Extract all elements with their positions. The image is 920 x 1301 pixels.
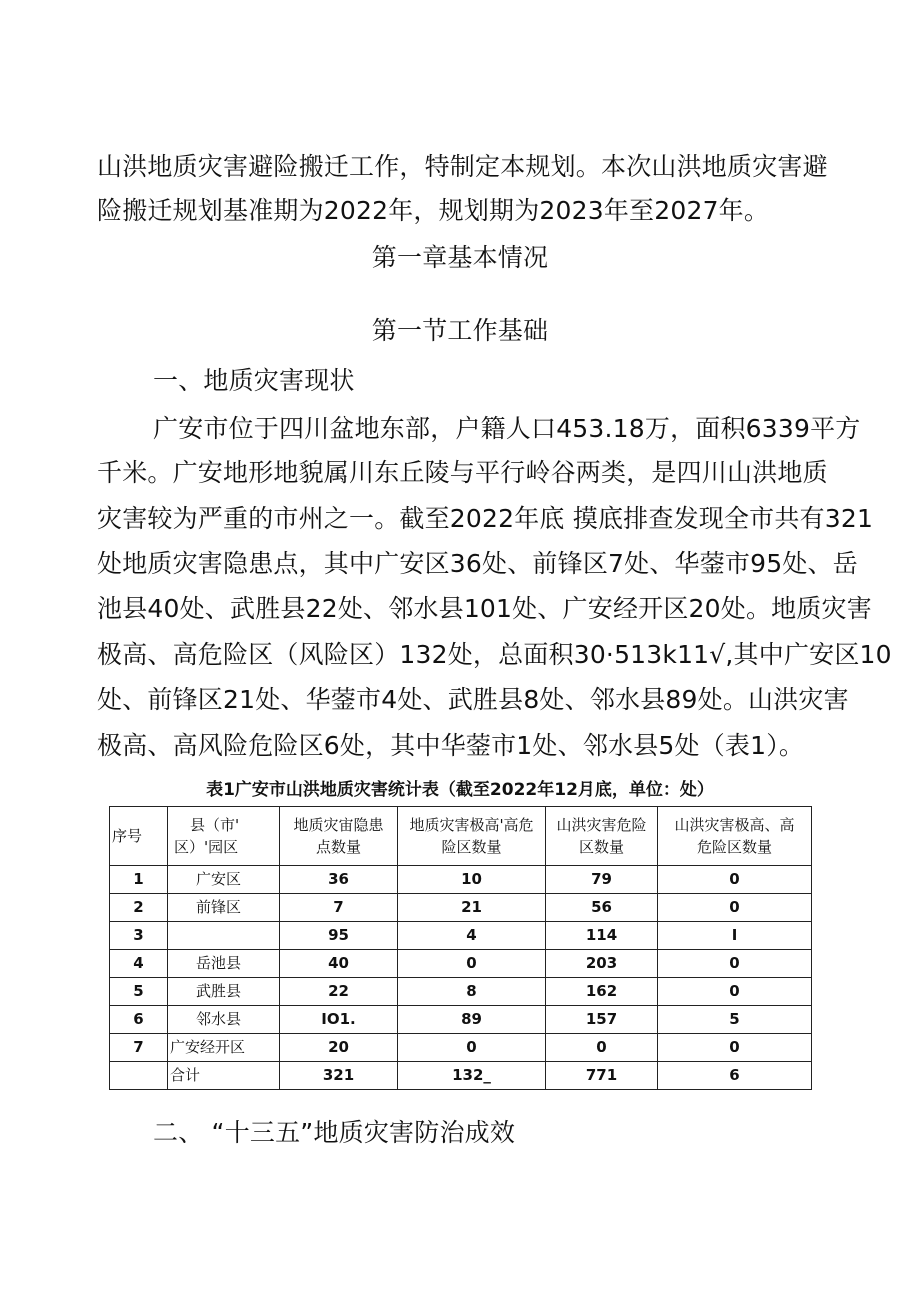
row-flood-high-risk-areas: 0 <box>658 1034 812 1062</box>
row-flood-risk-areas: 0 <box>546 1034 658 1062</box>
row-flood-risk-areas: 162 <box>546 978 658 1006</box>
body-line-4: 处地质灾害隐患点，其中广安区36处、前锋区7处、华蓥市95处、岳 <box>97 549 858 578</box>
header-geo-hazard-points: 地质灾宙隐患 点数量 <box>280 807 398 866</box>
total-label: 合计 <box>168 1062 280 1090</box>
hazard-statistics-table <box>109 806 812 1090</box>
row-geo-hazard-points: 20 <box>280 1034 398 1062</box>
row-geo-high-risk-areas: 10 <box>398 866 546 894</box>
row-geo-high-risk-areas: 0 <box>398 1034 546 1062</box>
row-flood-high-risk-areas: 0 <box>658 866 812 894</box>
row-index: 4 <box>110 950 168 978</box>
row-region: 邻水县 <box>168 1006 280 1034</box>
row-flood-risk-areas: 203 <box>546 950 658 978</box>
body-line-6: 极高、高危险区（风险区）132处，总面积30·513k11√,其中广安区10 <box>97 640 892 669</box>
total-geo-high-risk-areas: 132_ <box>398 1062 546 1090</box>
row-flood-risk-areas: 56 <box>546 894 658 922</box>
row-index: 1 <box>110 866 168 894</box>
total-flood-risk-areas: 771 <box>546 1062 658 1090</box>
row-flood-risk-areas: 114 <box>546 922 658 950</box>
row-geo-hazard-points: IO1. <box>280 1006 398 1034</box>
row-region: 武胜县 <box>168 978 280 1006</box>
body-line-8: 极高、高风险危险区6处，其中华蓥市1处、邻水县5处（表1）。 <box>97 731 805 760</box>
total-flood-high-risk-areas: 6 <box>658 1062 812 1090</box>
heading-geological-status: 一、地质灾害现状 <box>153 366 355 395</box>
row-geo-high-risk-areas: 21 <box>398 894 546 922</box>
table-row <box>110 894 812 922</box>
row-region: 广安经开区 <box>168 1034 280 1062</box>
row-region: 前锋区 <box>168 894 280 922</box>
row-region <box>168 922 280 950</box>
row-index: 7 <box>110 1034 168 1062</box>
body-line-7: 处、前锋区21处、华蓥市4处、武胜县8处、邻水县89处。山洪灾害 <box>97 685 849 714</box>
body-line-5: 池县40处、武胜县22处、邻水县101处、广安经开区20处。地质灾害 <box>97 594 872 623</box>
row-geo-hazard-points: 7 <box>280 894 398 922</box>
row-flood-risk-areas: 79 <box>546 866 658 894</box>
row-region: 广安区 <box>168 866 280 894</box>
table-row <box>110 1006 812 1034</box>
header-region: 县（市' 区）'园区 <box>168 807 280 866</box>
row-flood-high-risk-areas: I <box>658 922 812 950</box>
row-flood-high-risk-areas: 0 <box>658 950 812 978</box>
row-flood-high-risk-areas: 0 <box>658 978 812 1006</box>
chapter-title: 第一章基本情况 <box>371 243 549 272</box>
table-row <box>110 950 812 978</box>
row-geo-hazard-points: 36 <box>280 866 398 894</box>
body-line-1: 广安市位于四川盆地东部，户籍人口453.18万，面积6339平方 <box>153 414 861 443</box>
table-row <box>110 978 812 1006</box>
intro-paragraph-line-2: 险搬迁规划基准期为2022年，规划期为2023年至2027年。 <box>97 196 770 225</box>
header-geo-high-risk-areas: 地质灾害极高'高危 险区数量 <box>398 807 546 866</box>
total-geo-hazard-points: 321 <box>280 1062 398 1090</box>
intro-paragraph-line-1: 山洪地质灾害避险搬迁工作，特制定本规划。本次山洪地质灾害避 <box>97 152 828 181</box>
body-line-3: 灾害较为严重的市州之一。截至2022年底 摸底排查发现全市共有321 <box>97 504 874 533</box>
table-row <box>110 922 812 950</box>
row-geo-hazard-points: 22 <box>280 978 398 1006</box>
row-geo-hazard-points: 40 <box>280 950 398 978</box>
row-flood-high-risk-areas: 0 <box>658 894 812 922</box>
row-geo-hazard-points: 95 <box>280 922 398 950</box>
header-flood-risk-areas: 山洪灾害危险 区数量 <box>546 807 658 866</box>
row-index: 3 <box>110 922 168 950</box>
row-region: 岳池县 <box>168 950 280 978</box>
row-geo-high-risk-areas: 0 <box>398 950 546 978</box>
row-geo-high-risk-areas: 4 <box>398 922 546 950</box>
row-index: 2 <box>110 894 168 922</box>
heading-prevention-results: 二、 “十三五”地质灾害防治成效 <box>153 1118 516 1147</box>
row-index: 5 <box>110 978 168 1006</box>
row-flood-risk-areas: 157 <box>546 1006 658 1034</box>
table-row <box>110 1034 812 1062</box>
table-header-row <box>110 807 812 866</box>
table-total-row <box>110 1062 812 1090</box>
header-index: 序号 <box>110 807 168 866</box>
total-index <box>110 1062 168 1090</box>
row-index: 6 <box>110 1006 168 1034</box>
header-flood-high-risk-areas: 山洪灾害极高、高 危险区数量 <box>658 807 812 866</box>
section-title: 第一节工作基础 <box>371 316 549 345</box>
row-geo-high-risk-areas: 8 <box>398 978 546 1006</box>
row-flood-high-risk-areas: 5 <box>658 1006 812 1034</box>
body-line-2: 千米。广安地形地貌属川东丘陵与平行岭谷两类，是四川山洪地质 <box>97 458 828 487</box>
row-geo-high-risk-areas: 89 <box>398 1006 546 1034</box>
table-caption: 表1广安市山洪地质灾害统计表（截至2022年12月底，单位：处） <box>206 780 714 800</box>
table-row <box>110 866 812 894</box>
